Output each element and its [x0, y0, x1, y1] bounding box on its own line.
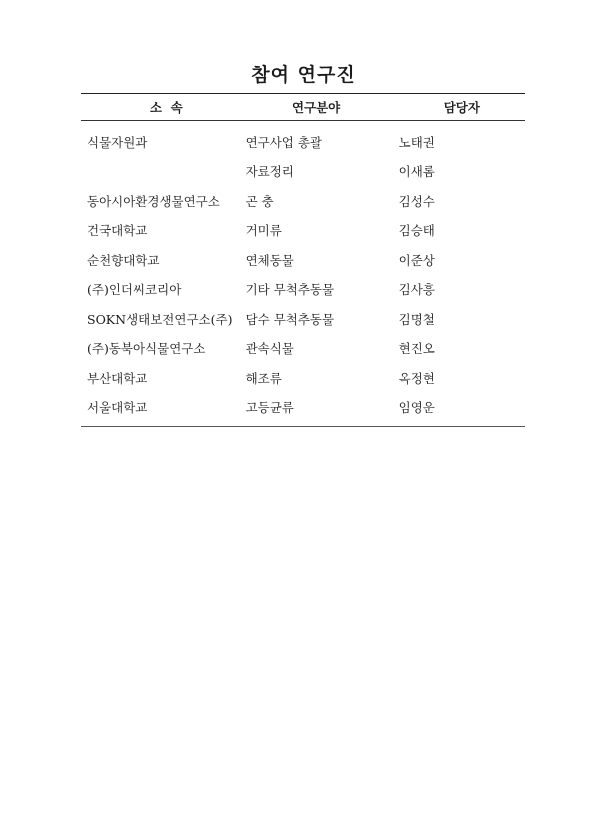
research-team-table	[81, 93, 525, 427]
table-row	[81, 363, 525, 393]
table-row	[81, 304, 525, 334]
cell-field: 연체동물	[245, 252, 294, 268]
header-field: 연구분야	[246, 94, 399, 121]
cell-field: 기타 무척추동물	[245, 282, 335, 298]
cell-affiliation: SOKN생태보전연구소(주)	[87, 311, 233, 327]
cell-field: 자료정리	[245, 164, 294, 180]
cell-field: 곤 충	[245, 193, 274, 209]
cell-affiliation	[81, 157, 246, 187]
table-row	[81, 121, 525, 157]
table-row	[81, 334, 525, 364]
cell-field: 거미류	[245, 223, 282, 239]
cell-affiliation: 부산대학교	[87, 370, 148, 386]
table-row	[81, 275, 525, 305]
table-row	[81, 245, 525, 275]
header-row	[81, 94, 525, 121]
cell-person: 김성수	[398, 193, 435, 209]
cell-affiliation: 순천향대학교	[87, 252, 160, 268]
cell-field: 해조류	[245, 370, 282, 386]
cell-affiliation: (주)동북아식물연구소	[87, 341, 206, 357]
cell-person: 임영운	[399, 393, 525, 427]
cell-affiliation: 식물자원과	[87, 134, 148, 150]
cell-affiliation: 동아시아환경생물연구소	[87, 193, 220, 209]
cell-person: 이준상	[398, 252, 435, 268]
cell-field: 관속식물	[245, 341, 294, 357]
table-row	[81, 216, 525, 246]
cell-person: 김명철	[398, 311, 435, 327]
cell-person: 김사흥	[398, 282, 435, 298]
cell-affiliation: (주)인더씨코리아	[87, 282, 182, 298]
cell-person: 노태권	[398, 134, 435, 150]
table-row	[81, 157, 525, 187]
cell-affiliation: 건국대학교	[87, 223, 148, 239]
cell-field: 담수 무척추동물	[245, 311, 335, 327]
cell-field: 연구사업 총괄	[245, 134, 323, 150]
table-header	[81, 94, 525, 121]
cell-person: 이새롬	[398, 164, 435, 180]
table-row	[81, 393, 525, 427]
page-title: 참여 연구진	[251, 64, 356, 86]
table-row	[81, 186, 525, 216]
cell-person: 김승태	[398, 223, 435, 239]
header-person: 담당자	[399, 94, 525, 121]
cell-person: 옥정현	[398, 370, 435, 386]
cell-person: 현진오	[398, 341, 435, 357]
cell-affiliation: 서울대학교	[81, 393, 246, 427]
header-affiliation: 소 속	[81, 94, 246, 121]
table-body	[81, 121, 525, 427]
cell-field: 고등균류	[246, 393, 399, 427]
